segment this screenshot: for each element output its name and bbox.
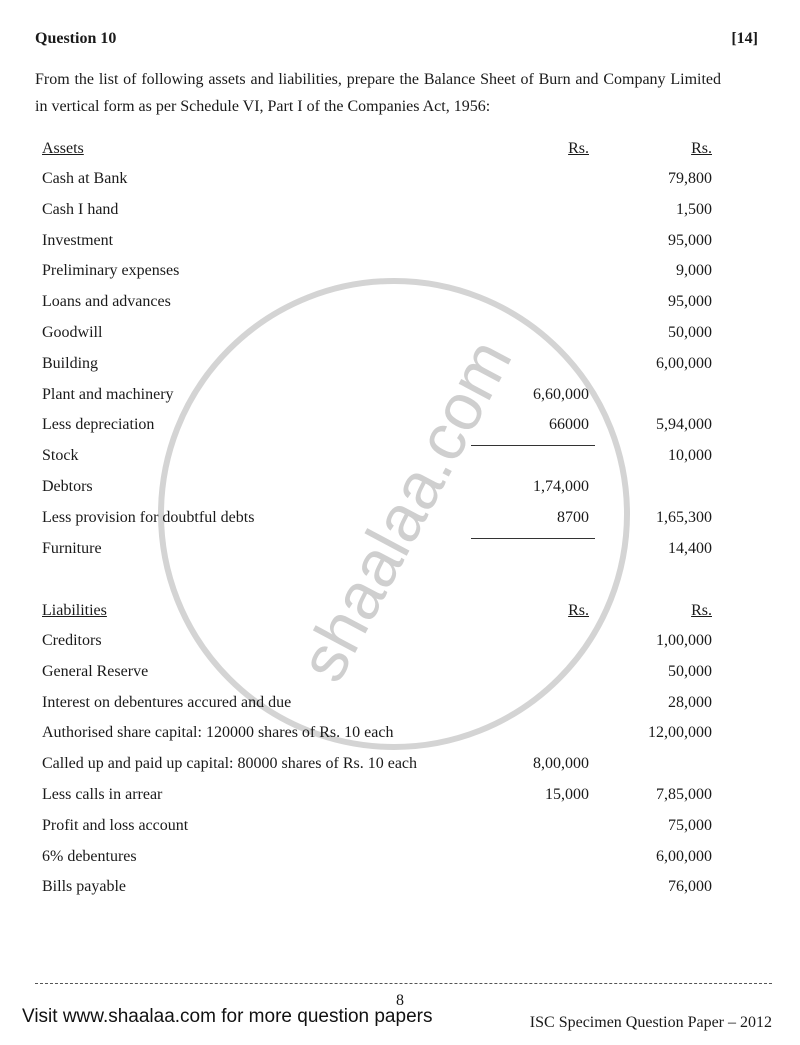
row-value-inner: 8,00,000 [533,755,589,773]
table-row [42,509,722,537]
row-value-inner: 8700 [557,508,589,526]
row-value-total: 95,000 [668,231,712,249]
table-row [42,416,722,444]
table-row [42,386,722,414]
column-heading: Rs. [691,602,712,619]
table-row [42,878,722,906]
table-row [42,201,722,229]
row-label: Creditors [42,632,102,649]
column-heading: Rs. [568,602,589,619]
row-label: Debtors [42,478,93,495]
row-value-total: 75,000 [668,816,712,834]
row-label: Loans and advances [42,293,171,311]
row-label: Interest on debentures accured and due [42,693,292,711]
row-value-total: 79,800 [668,170,712,187]
row-label: Plant and machinery [42,385,174,403]
row-value-total: 76,000 [668,878,712,896]
row-value-total: 1,00,000 [656,632,712,649]
row-label: General Reserve [42,662,149,680]
row-value-total: 1,500 [676,200,712,218]
table-row [42,786,722,814]
row-value-total: 14,400 [668,539,712,557]
table-row [42,478,722,506]
row-label: Preliminary expenses [42,262,180,280]
column-heading: Rs. [568,140,589,157]
table-row [42,724,722,752]
row-value-total: 5,94,000 [656,416,712,434]
row-label: Goodwill [42,324,103,341]
row-value-total: 6,00,000 [656,847,712,865]
row-value-inner: 1,74,000 [533,478,589,495]
table-row [42,447,722,475]
question-text: From the list of following assets and liabilities, prepare the Balance Sheet of Burn and Company Limited in vertical form as per Schedule VI, Part I of the Companies Act, 1956: [35,71,721,115]
row-label: Less provision for doubtful debts [42,508,255,526]
row-value-inner: 15,000 [545,786,589,803]
row-value-total: 7,85,000 [656,786,712,803]
table-row [42,355,722,383]
row-label: Stock [42,447,79,465]
table-row [42,232,722,260]
section-heading: Liabilities [42,602,107,619]
row-value-total: 12,00,000 [648,724,712,742]
table-row [42,663,722,691]
watermark: shaalaa.com [284,327,526,693]
table-row [42,817,722,845]
row-label: Bills payable [42,878,126,896]
row-label: Less calls in arrear [42,786,163,803]
row-label: Authorised share capital: 120000 shares of Rs. 10 each [42,724,394,742]
section-heading: Assets [42,140,84,157]
row-value-inner: 6,60,000 [533,385,589,403]
row-label: Cash at Bank [42,170,128,187]
row-label: 6% debentures [42,847,137,865]
footer-divider [35,983,772,984]
table-row [42,755,722,783]
row-value-total: 10,000 [668,447,712,465]
row-label: Profit and loss account [42,816,189,834]
table-row [42,262,722,290]
table-row [42,324,722,352]
row-label: Called up and paid up capital: 80000 shares of Rs. 10 each [42,755,418,773]
table-header [42,602,722,630]
table-row [42,632,722,660]
row-value-total: 50,000 [668,662,712,680]
row-value-total: 9,000 [676,262,712,280]
table-row [42,170,722,198]
table-row [42,540,722,568]
paper-footer: ISC Specimen Question Paper – 2012 [529,1014,772,1031]
row-value-total: 50,000 [668,324,712,341]
column-heading: Rs. [691,140,712,157]
table-row [42,848,722,876]
row-label: Furniture [42,539,102,557]
row-label: Building [42,354,99,372]
table-header [42,140,722,168]
subtotal-rule [471,445,595,446]
row-value-total: 28,000 [668,693,712,711]
table-row [42,694,722,722]
table-row [42,293,722,321]
promo-text: Visit www.shaalaa.com for more question papers [22,1006,433,1027]
row-value-total: 6,00,000 [656,354,712,372]
subtotal-rule [471,538,595,539]
question-title: Question 10 [35,30,117,47]
question-marks: [14] [731,30,758,47]
page-number: 8 [396,992,404,1009]
row-label: Cash I hand [42,200,119,218]
row-value-inner: 66000 [549,416,589,434]
row-value-total: 1,65,300 [656,508,712,526]
row-label: Less depreciation [42,416,155,434]
row-label: Investment [42,231,114,249]
row-value-total: 95,000 [668,293,712,311]
